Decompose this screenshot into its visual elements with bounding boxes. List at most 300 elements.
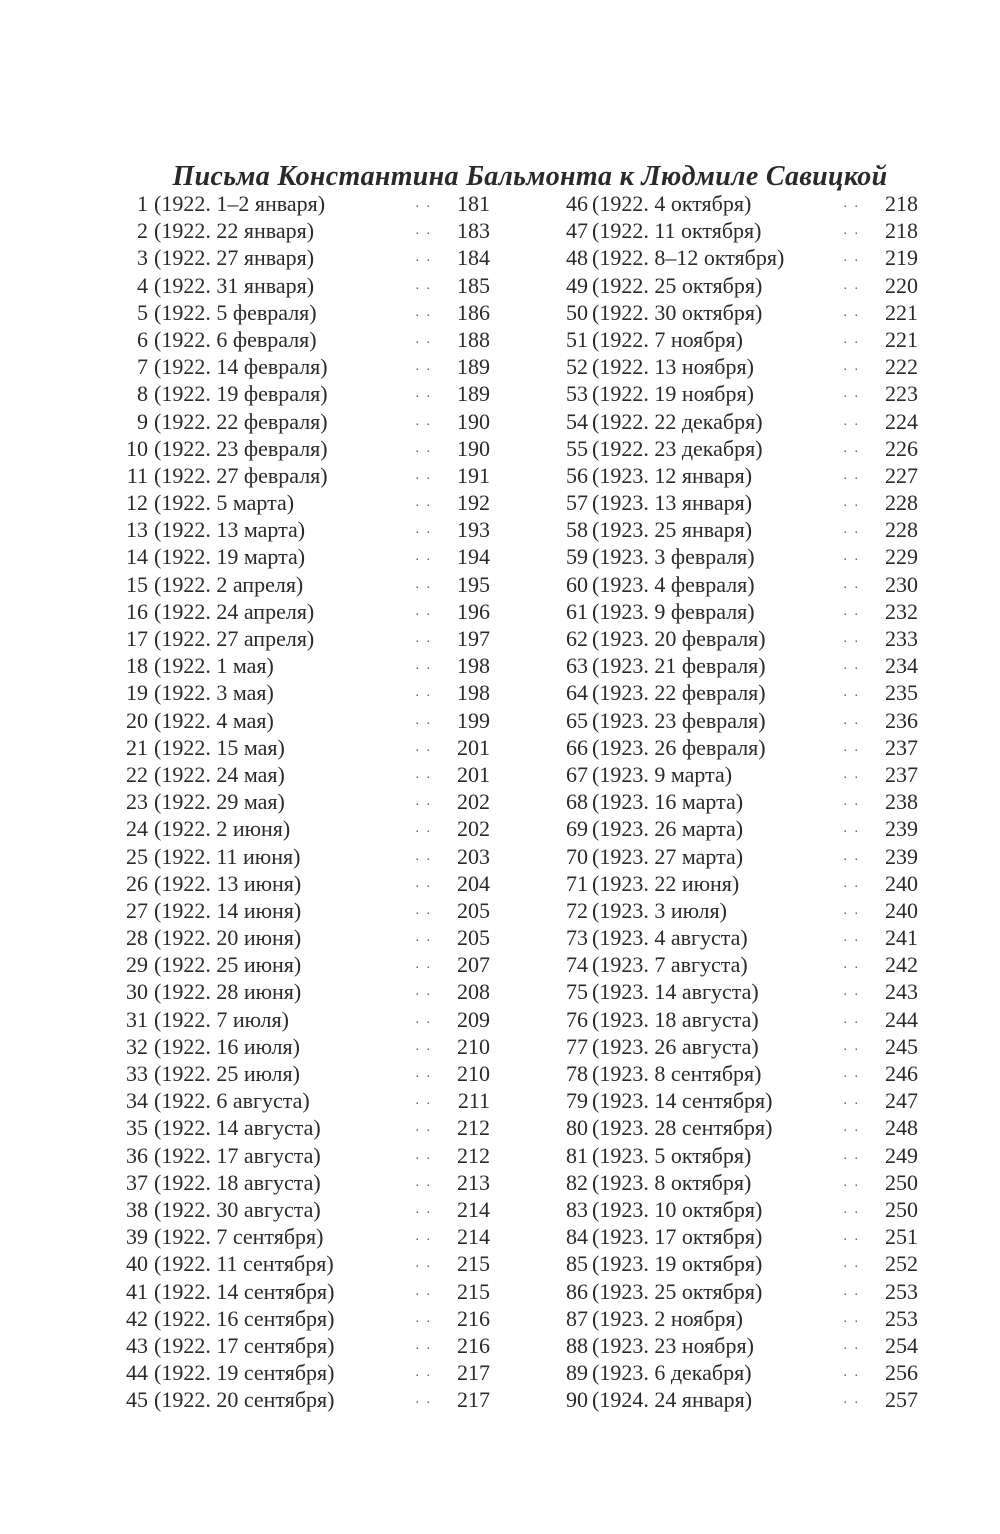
toc-leader-dots: . . [843,359,860,375]
toc-entry-date: (1922. 15 мая) [154,734,285,760]
toc-entry-number: 24 [126,816,148,842]
toc-entry[interactable] [118,435,490,462]
toc-leader-dots: . . [415,984,432,1000]
toc-entry-page: 199 [457,707,490,733]
toc-entry-number: 39 [126,1224,148,1250]
toc-entry-number: 7 [137,354,148,380]
toc-entry-number: 66 [566,734,588,760]
toc-entry-page: 244 [885,1006,918,1032]
toc-entry[interactable] [554,1006,918,1033]
toc-entry-page: 213 [457,1169,490,1195]
toc-entry-number: 30 [126,979,148,1005]
toc-entry-number: 50 [566,299,588,325]
toc-entry-page: 198 [457,680,490,706]
toc-entry-page: 203 [457,843,490,869]
toc-entry-page: 202 [457,816,490,842]
toc-entry[interactable] [554,326,918,353]
toc-entry-page: 252 [885,1251,918,1277]
toc-leader-dots: . . [415,712,432,728]
toc-entry-number: 42 [126,1305,148,1331]
toc-entry-page: 219 [885,245,918,271]
toc-entry-date: (1922. 20 июня) [154,925,302,951]
toc-entry[interactable] [118,462,490,489]
toc-entry-date: (1923. 9 февраля) [592,598,755,624]
toc-entry[interactable] [554,897,918,924]
toc-entry-page: 253 [885,1278,918,1304]
toc-entry-page: 193 [457,517,490,543]
toc-entry[interactable] [118,380,490,407]
toc-entry[interactable] [118,1060,490,1087]
toc-entry-page: 237 [885,761,918,787]
toc-entry[interactable] [554,761,918,788]
toc-entry-date: (1922. 7 июля) [154,1006,289,1032]
toc-entry[interactable] [554,625,918,652]
toc-entry-page: 210 [457,1033,490,1059]
toc-entry-date: (1922. 23 февраля) [154,435,328,461]
toc-entry[interactable] [554,734,918,761]
toc-entry-date: (1922. 14 февраля) [154,354,328,380]
toc-entry-page: 256 [885,1360,918,1386]
toc-leader-dots: . . [415,1093,432,1109]
toc-entry[interactable] [554,571,918,598]
toc-entry[interactable] [118,843,490,870]
toc-entry-date: (1923. 8 сентября) [592,1061,762,1086]
toc-entry[interactable] [118,788,490,815]
toc-entry-page: 208 [457,979,490,1005]
toc-entry-date: (1923. 22 февраля) [592,680,766,706]
toc-entry[interactable] [554,951,918,978]
toc-entry-number: 38 [126,1196,148,1222]
toc-entry-date: (1922. 25 июня) [154,952,302,978]
toc-entry-date: (1923. 4 февраля) [592,571,755,597]
toc-entry[interactable] [118,652,490,679]
toc-entry-date: (1922. 22 декабря) [592,408,763,434]
toc-entry-date: (1923. 18 августа) [592,1006,759,1032]
toc-leader-dots: . . [415,685,432,701]
toc-leader-dots: . . [415,495,432,511]
toc-entry[interactable] [554,1060,918,1087]
toc-entry-number: 6 [137,326,148,352]
toc-entry-number: 59 [566,544,588,570]
toc-entry-number: 72 [566,897,588,923]
toc-entry-number: 41 [126,1278,148,1304]
toc-entry-date: (1922. 13 июня) [154,870,302,896]
toc-entry-page: 185 [457,272,490,298]
toc-entry[interactable] [554,516,918,543]
toc-leader-dots: . . [415,277,432,293]
toc-leader-dots: . . [415,331,432,347]
toc-entry-page: 214 [457,1196,490,1222]
toc-entry-page: 218 [885,191,918,216]
toc-entry-date: (1922. 19 марта) [154,544,306,570]
toc-entry[interactable] [118,489,490,516]
toc-entry[interactable] [118,951,490,978]
toc-entry-date: (1922. 6 февраля) [154,326,317,352]
toc-entry-number: 44 [126,1360,148,1386]
toc-entry[interactable] [554,299,918,326]
toc-entry[interactable] [554,679,918,706]
toc-entry-date: (1923. 20 февраля) [592,626,766,651]
toc-entry[interactable] [118,598,490,625]
toc-entry-number: 45 [126,1387,148,1413]
toc-leader-dots: . . [843,1038,860,1054]
toc-entry[interactable] [118,1278,490,1305]
toc-entry-page: 239 [885,843,918,869]
toc-entry[interactable] [554,217,918,244]
toc-entry[interactable] [118,1196,490,1223]
toc-entry[interactable] [554,1033,918,1060]
toc-entry-page: 197 [457,626,490,651]
toc-leader-dots: . . [843,1066,860,1081]
toc-entry-page: 216 [457,1305,490,1331]
toc-entry[interactable] [118,625,490,652]
toc-entry-date: (1922. 29 мая) [154,789,285,815]
toc-entry[interactable] [118,1359,490,1386]
toc-entry[interactable] [118,1006,490,1033]
toc-leader-dots: . . [415,658,432,674]
toc-entry[interactable] [118,326,490,353]
toc-entry[interactable] [554,870,918,897]
toc-entry-number: 68 [566,789,588,815]
toc-entry-number: 34 [126,1088,148,1114]
toc-entry-number: 77 [566,1033,588,1059]
toc-leader-dots: . . [843,712,860,728]
toc-entry-number: 1 [137,191,148,216]
toc-entry[interactable] [554,978,918,1005]
toc-entry[interactable] [118,516,490,543]
toc-entry[interactable] [554,244,918,271]
toc-entry-number: 81 [566,1142,588,1168]
toc-entry-number: 8 [137,381,148,407]
toc-leader-dots: . . [415,386,432,402]
toc-entry-date: (1923. 9 марта) [592,761,733,787]
toc-entry[interactable] [118,1332,490,1359]
toc-entry[interactable] [554,1305,918,1332]
toc-entry-page: 250 [885,1169,918,1195]
toc-entry[interactable] [554,652,918,679]
toc-entry[interactable] [118,217,490,244]
toc-entry-date: (1922. 24 мая) [154,761,285,787]
toc-leader-dots: . . [843,549,860,565]
toc-entry[interactable] [554,462,918,489]
toc-entry-number: 46 [566,191,588,216]
toc-entry[interactable] [118,1087,490,1114]
toc-entry[interactable] [118,1305,490,1332]
toc-entry[interactable] [118,924,490,951]
toc-column-left [118,190,490,1413]
toc-leader-dots: . . [415,223,432,239]
toc-entry-page: 232 [885,598,918,624]
toc-entry-date: (1922. 13 ноября) [592,354,754,380]
toc-entry-number: 14 [126,544,148,570]
toc-entry[interactable] [554,380,918,407]
toc-entry[interactable] [118,734,490,761]
toc-entry-date: (1923. 22 июня) [592,870,740,896]
toc-entry-date: (1922. 20 сентября) [154,1387,335,1413]
toc-entry-date: (1923. 25 января) [592,517,753,543]
toc-leader-dots: . . [415,1120,432,1136]
toc-leader-dots: . . [415,821,432,837]
toc-entry-date: (1922. 2 июня) [154,816,291,842]
toc-entry-number: 74 [566,952,588,978]
toc-entry[interactable] [554,1223,918,1250]
toc-entry-date: (1922. 25 октября) [592,272,763,298]
toc-entry-page: 221 [885,299,918,325]
toc-entry[interactable] [118,1114,490,1141]
toc-entry-page: 224 [885,408,918,434]
toc-entry[interactable] [118,244,490,271]
toc-entry-page: 230 [885,571,918,597]
toc-entry-date: (1922. 1 мая) [154,653,274,679]
toc-leader-dots: . . [843,766,860,782]
toc-leader-dots: . . [843,631,860,646]
toc-entry-page: 226 [885,435,918,461]
toc-leader-dots: . . [843,957,860,973]
toc-entry-date: (1922. 14 сентября) [154,1278,335,1304]
toc-entry[interactable] [118,408,490,435]
toc-entry-page: 246 [885,1061,918,1086]
toc-entry-date: (1922. 16 сентября) [154,1305,335,1331]
toc-entry[interactable] [118,1250,490,1277]
toc-entry[interactable] [554,353,918,380]
toc-entry-number: 58 [566,517,588,543]
toc-leader-dots: . . [415,1066,432,1081]
toc-entry[interactable] [118,815,490,842]
toc-entry[interactable] [554,1359,918,1386]
toc-entry[interactable] [554,1386,918,1413]
toc-leader-dots: . . [415,957,432,973]
toc-entry[interactable] [118,897,490,924]
toc-leader-dots: . . [843,304,860,320]
toc-entry-page: 233 [885,626,918,651]
toc-entry-date: (1922. 19 ноября) [592,381,754,407]
toc-entry[interactable] [554,1114,918,1141]
toc-entry-number: 65 [566,707,588,733]
toc-entry-date: (1924. 24 января) [592,1387,753,1413]
toc-entry-page: 195 [457,571,490,597]
toc-entry-number: 31 [126,1006,148,1032]
toc-entry[interactable] [554,815,918,842]
toc-entry-date: (1922. 27 февраля) [154,462,328,488]
toc-entry[interactable] [554,1142,918,1169]
toc-entry-number: 2 [137,218,148,244]
toc-leader-dots: . . [843,1201,860,1217]
toc-leader-dots: . . [415,739,432,755]
toc-leader-dots: . . [415,875,432,891]
toc-leader-dots: . . [843,495,860,511]
toc-entry-page: 218 [885,218,918,244]
toc-entry-page: 192 [457,490,490,516]
toc-entry-number: 52 [566,354,588,380]
toc-leader-dots: . . [843,522,860,538]
toc-leader-dots: . . [415,467,432,483]
toc-entry-page: 191 [457,462,490,488]
toc-entry[interactable] [554,1250,918,1277]
toc-entry-number: 73 [566,925,588,951]
toc-entry-page: 188 [457,326,490,352]
toc-entry[interactable] [554,408,918,435]
toc-entry-date: (1923. 17 октября) [592,1224,763,1250]
toc-leader-dots: . . [415,1147,432,1163]
toc-entry-date: (1922. 1–2 января) [154,191,326,216]
toc-leader-dots: . . [415,549,432,565]
toc-leader-dots: . . [415,304,432,320]
toc-leader-dots: . . [843,603,860,619]
toc-entry[interactable] [118,1142,490,1169]
toc-entry[interactable] [118,761,490,788]
toc-entry[interactable] [118,299,490,326]
toc-entry-number: 27 [126,897,148,923]
toc-entry-number: 15 [126,571,148,597]
toc-entry[interactable] [118,353,490,380]
toc-leader-dots: . . [415,196,432,211]
toc-entry-date: (1923. 8 октября) [592,1169,752,1195]
toc-entry-page: 234 [885,653,918,679]
toc-entry-page: 196 [457,598,490,624]
toc-entry-number: 64 [566,680,588,706]
toc-leader-dots: . . [415,1365,432,1381]
toc-leader-dots: . . [843,930,860,946]
toc-entry-page: 194 [457,544,490,570]
toc-leader-dots: . . [843,250,860,266]
toc-entry-page: 235 [885,680,918,706]
toc-entry[interactable] [118,272,490,299]
toc-entry-page: 212 [457,1142,490,1168]
toc-entry-number: 5 [137,299,148,325]
toc-entry-date: (1922. 4 мая) [154,707,274,733]
toc-entry-page: 243 [885,979,918,1005]
toc-entry-page: 242 [885,952,918,978]
toc-entry[interactable] [554,598,918,625]
toc-leader-dots: . . [415,1256,432,1272]
toc-entry[interactable] [118,1033,490,1060]
toc-entry-number: 60 [566,571,588,597]
toc-entry[interactable] [554,272,918,299]
toc-entry-date: (1922. 6 августа) [154,1088,310,1114]
toc-entry-number: 35 [126,1115,148,1141]
toc-entry[interactable] [118,978,490,1005]
toc-entry[interactable] [554,190,918,217]
toc-entry-date: (1923. 21 февраля) [592,653,766,679]
toc-entry-date: (1922. 3 мая) [154,680,274,706]
toc-entry-date: (1923. 7 августа) [592,952,748,978]
toc-entry-number: 86 [566,1278,588,1304]
toc-entry[interactable] [554,1332,918,1359]
toc-entry[interactable] [118,870,490,897]
toc-entry-number: 88 [566,1332,588,1358]
toc-entry-date: (1923. 13 января) [592,490,753,516]
toc-entry[interactable] [554,1196,918,1223]
toc-entry-number: 70 [566,843,588,869]
toc-leader-dots: . . [843,331,860,347]
toc-leader-dots: . . [415,1337,432,1353]
toc-entry[interactable] [554,1087,918,1114]
toc-entry[interactable] [118,571,490,598]
toc-entry-date: (1922. 19 сентября) [154,1360,335,1386]
toc-entry[interactable] [118,543,490,570]
toc-leader-dots: . . [843,1147,860,1163]
toc-leader-dots: . . [415,1392,432,1408]
toc-entry-number: 82 [566,1169,588,1195]
toc-entry[interactable] [554,843,918,870]
toc-entry[interactable] [118,190,490,217]
toc-leader-dots: . . [843,1174,860,1190]
toc-entry-number: 21 [126,734,148,760]
toc-entry[interactable] [554,1169,918,1196]
toc-leader-dots: . . [415,1310,432,1326]
toc-entry-page: 215 [457,1278,490,1304]
toc-entry[interactable] [554,788,918,815]
toc-entry-page: 249 [885,1142,918,1168]
toc-entry-number: 54 [566,408,588,434]
toc-entry-number: 22 [126,761,148,787]
toc-entry[interactable] [554,489,918,516]
toc-leader-dots: . . [843,196,860,211]
toc-leader-dots: . . [843,848,860,864]
toc-entry[interactable] [554,707,918,734]
toc-entry-page: 217 [457,1387,490,1413]
toc-entry-page: 239 [885,816,918,842]
toc-entry-number: 49 [566,272,588,298]
toc-entry-page: 183 [457,218,490,244]
toc-entry-date: (1923. 26 февраля) [592,734,766,760]
toc-leader-dots: . . [843,1120,860,1136]
toc-leader-dots: . . [843,1093,860,1109]
toc-entry[interactable] [118,1169,490,1196]
toc-entry[interactable] [554,924,918,951]
toc-entry-date: (1923. 4 августа) [592,925,748,951]
toc-leader-dots: . . [843,821,860,837]
toc-entry-page: 247 [885,1088,918,1114]
toc-entry-number: 78 [566,1061,588,1086]
toc-entry-date: (1923. 16 марта) [592,789,744,815]
toc-entry[interactable] [118,1386,490,1413]
toc-entry-number: 36 [126,1142,148,1168]
toc-leader-dots: . . [415,522,432,538]
toc-entry-page: 257 [885,1387,918,1413]
toc-entry[interactable] [118,1223,490,1250]
toc-entry-date: (1923. 14 августа) [592,979,759,1005]
toc-leader-dots: . . [843,685,860,701]
toc-entry[interactable] [554,435,918,462]
toc-entry[interactable] [118,679,490,706]
toc-entry-page: 210 [457,1061,490,1086]
page-title: Письма Константина Бальмонта к Людмиле Савицкой [172,160,888,192]
toc-entry-date: (1923. 14 сентября) [592,1088,773,1114]
toc-entry-page: 209 [457,1006,490,1032]
toc-leader-dots: . . [415,1038,432,1054]
toc-entry-date: (1922. 7 сентября) [154,1224,324,1250]
toc-entry-page: 238 [885,789,918,815]
toc-entry-date: (1922. 19 февраля) [154,381,328,407]
toc-entry[interactable] [118,707,490,734]
toc-entry-number: 63 [566,653,588,679]
toc-entry-date: (1922. 17 сентября) [154,1332,335,1358]
toc-leader-dots: . . [415,848,432,864]
toc-leader-dots: . . [415,1283,432,1299]
toc-entry-number: 37 [126,1169,148,1195]
toc-leader-dots: . . [415,1011,432,1027]
toc-column-right [554,190,918,1413]
toc-entry-date: (1922. 14 августа) [154,1115,321,1141]
toc-entry[interactable] [554,543,918,570]
toc-entry-date: (1922. 27 января) [154,245,315,271]
toc-entry-date: (1922. 18 августа) [154,1169,321,1195]
toc-entry-number: 69 [566,816,588,842]
toc-entry[interactable] [554,1278,918,1305]
toc-entry-number: 56 [566,462,588,488]
toc-entry-number: 13 [126,517,148,543]
